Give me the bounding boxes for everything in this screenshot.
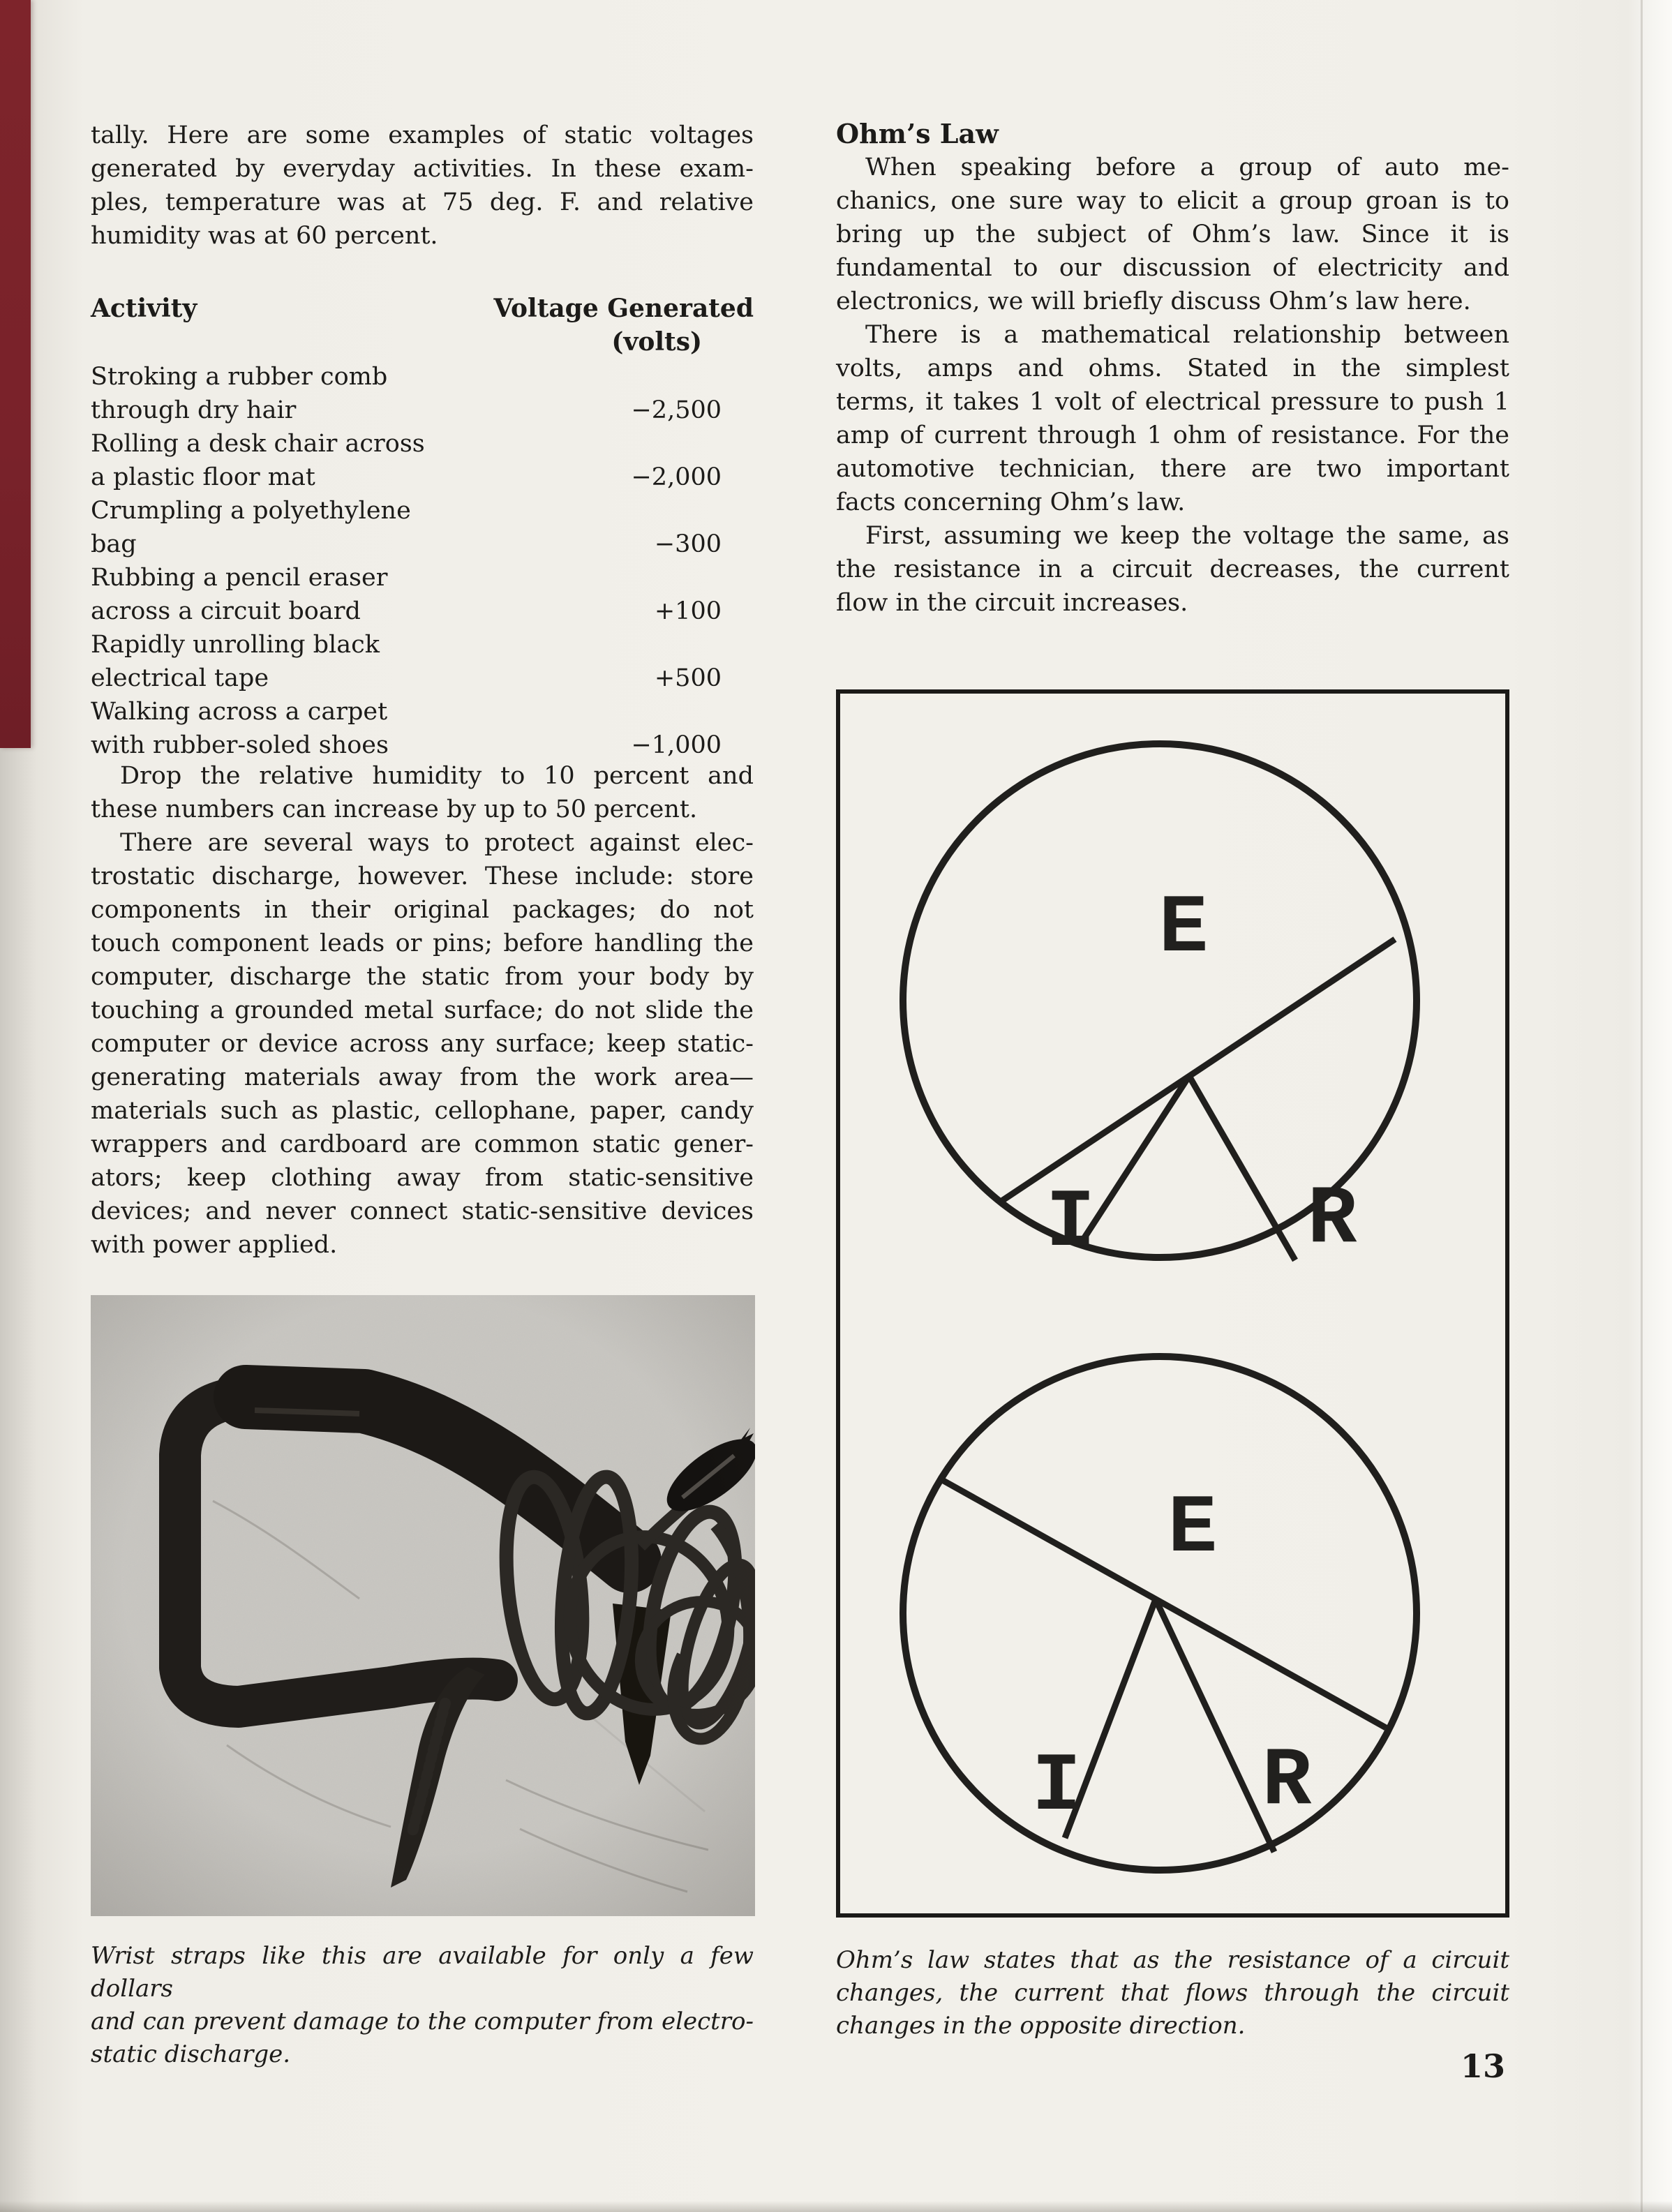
intro-paragraph [91,119,754,253]
text-line: and can prevent damage to the computer from electro- [91,2008,754,2035]
text-line: the resistance in a circuit decreases, the current [836,555,1509,583]
text-line: these numbers can increase by up to 50 percent. [91,795,698,823]
text-line: There are several ways to protect against elec- [120,829,754,857]
voltage-table-header [91,292,754,359]
scan-bottom-shadow [0,2201,1672,2212]
text-line: wrappers and cardboard are common static gener- [91,1130,754,1158]
label-current-2: I [1031,1741,1082,1834]
label-current-1: I [1045,1177,1096,1270]
table-cell-voltage: −2,500 [631,396,722,424]
diagram-caption [836,1944,1509,2042]
seesaw-line-1 [1001,939,1395,1202]
text-line: devices; and never connect static-sensitive devices [91,1197,754,1225]
text-line: Wrist straps like this are available for only a few dollars [91,1942,754,2003]
table-header-voltage: Voltage Generated [493,294,754,323]
text-line: Ohm’s law states that as the resistance of a circuit [836,1946,1509,1974]
text-line: Stroking a rubber comb [91,363,388,391]
text-line: Crumpling a polyethylene [91,497,411,525]
text-line: terms, it takes 1 volt of electrical pressure to push 1 [836,388,1509,416]
wrist-strap-photo [91,1295,755,1916]
text-line: chanics, one sure way to elicit a group groan is to [836,187,1509,215]
text-line: fundamental to our discussion of electricity and [836,254,1509,282]
text-line: across a circuit board [91,597,361,625]
text-line: bring up the subject of Ohm’s law. Since it is [836,221,1509,248]
text-line: Rapidly unrolling black [91,631,380,659]
text-line: electrical tape [91,664,269,692]
table-header-activity: Activity [91,294,197,323]
text-line: Walking across a carpet [91,698,388,726]
ohms-law-paragraph-2 [836,318,1509,519]
ohms-law-section [836,117,1509,620]
text-line: Rubbing a pencil eraser [91,564,388,592]
text-line: computer or device across any surface; keep static- [91,1030,754,1058]
table-row [91,360,754,427]
ohms-law-paragraph-1 [836,151,1509,318]
text-line: First, assuming we keep the voltage the same, as [865,522,1509,550]
text-line: with rubber-soled shoes [91,731,389,759]
text-line: volts, amps and ohms. Stated in the simplest [836,354,1509,382]
table-row [91,427,754,494]
text-line: generating materials away from the work area— [91,1063,754,1091]
text-line: ples, temperature was at 75 deg. F. and relative [91,188,754,216]
fulcrum-right-leg-1 [1189,1076,1295,1260]
text-line: facts concerning Ohm’s law. [836,488,1186,516]
text-line: touching a grounded metal surface; do not slide the [91,996,754,1024]
humidity-paragraph [91,759,754,826]
seesaw-line-2 [943,1481,1386,1728]
ohms-law-paragraph-3 [836,519,1509,620]
text-line: electronics, we will briefly discuss Ohm’s law here. [836,287,1471,315]
scan-edge-red-strip [0,0,31,748]
text-line: with power applied. [91,1231,338,1259]
page-number: 13 [1460,2047,1505,2085]
label-resistance-2: R [1262,1735,1312,1828]
text-line: When speaking before a group of auto me- [865,154,1509,181]
label-voltage-2: E [1167,1483,1218,1576]
text-line: automotive technician, there are two important [836,455,1509,483]
label-resistance-1: R [1307,1174,1357,1266]
table-cell-voltage: −1,000 [631,731,722,759]
scan-edge-line [1641,0,1643,2212]
label-voltage-1: E [1158,883,1209,976]
text-line: static discharge. [91,2040,291,2068]
table-row [91,561,754,628]
ohms-law-heading: Ohm’s Law [836,118,999,149]
voltage-table [91,360,754,762]
table-row [91,628,754,695]
text-line: changes in the opposite direction. [836,2012,1246,2040]
table-cell-voltage: +500 [654,664,722,692]
table-cell-voltage: −300 [654,530,722,558]
text-line: materials such as plastic, cellophane, paper, candy [91,1097,754,1125]
text-line: computer, discharge the static from your body by [91,963,754,991]
text-line: There is a mathematical relationship between [865,321,1509,349]
text-line: through dry hair [91,396,297,424]
text-line: humidity was at 60 percent. [91,222,438,250]
protection-paragraph [91,826,754,1262]
text-line: generated by everyday activities. In these exam- [91,155,754,183]
ohms-law-diagram-bottom [903,1357,1417,1870]
text-line: tally. Here are some examples of static voltages [91,121,754,149]
text-line: trostatic discharge, however. These include: store [91,862,754,890]
table-row [91,494,754,561]
text-line: ators; keep clothing away from static-sensitive [91,1164,754,1192]
ohms-law-diagram-box [836,689,1509,1918]
table-row [91,695,754,762]
text-line: touch component leads or pins; before handling the [91,929,754,957]
fulcrum-left-leg-1 [1079,1076,1189,1246]
text-line: flow in the circuit increases. [836,589,1188,617]
text-line: amp of current through 1 ohm of resistance. For the [836,421,1509,449]
text-line: a plastic floor mat [91,463,315,491]
table-cell-voltage: −2,000 [631,463,722,491]
fulcrum-right-leg-2 [1156,1599,1274,1852]
text-line: components in their original packages; do not [91,896,754,924]
text-line: Rolling a desk chair across [91,430,425,458]
table-header-voltage-unit: (volts) [611,327,702,357]
text-line: changes, the current that flows through the circuit [836,1979,1509,2007]
photo-caption [91,1940,754,2071]
text-line: Drop the relative humidity to 10 percent and [120,762,754,790]
text-line: bag [91,530,137,558]
table-cell-voltage: +100 [654,597,722,625]
